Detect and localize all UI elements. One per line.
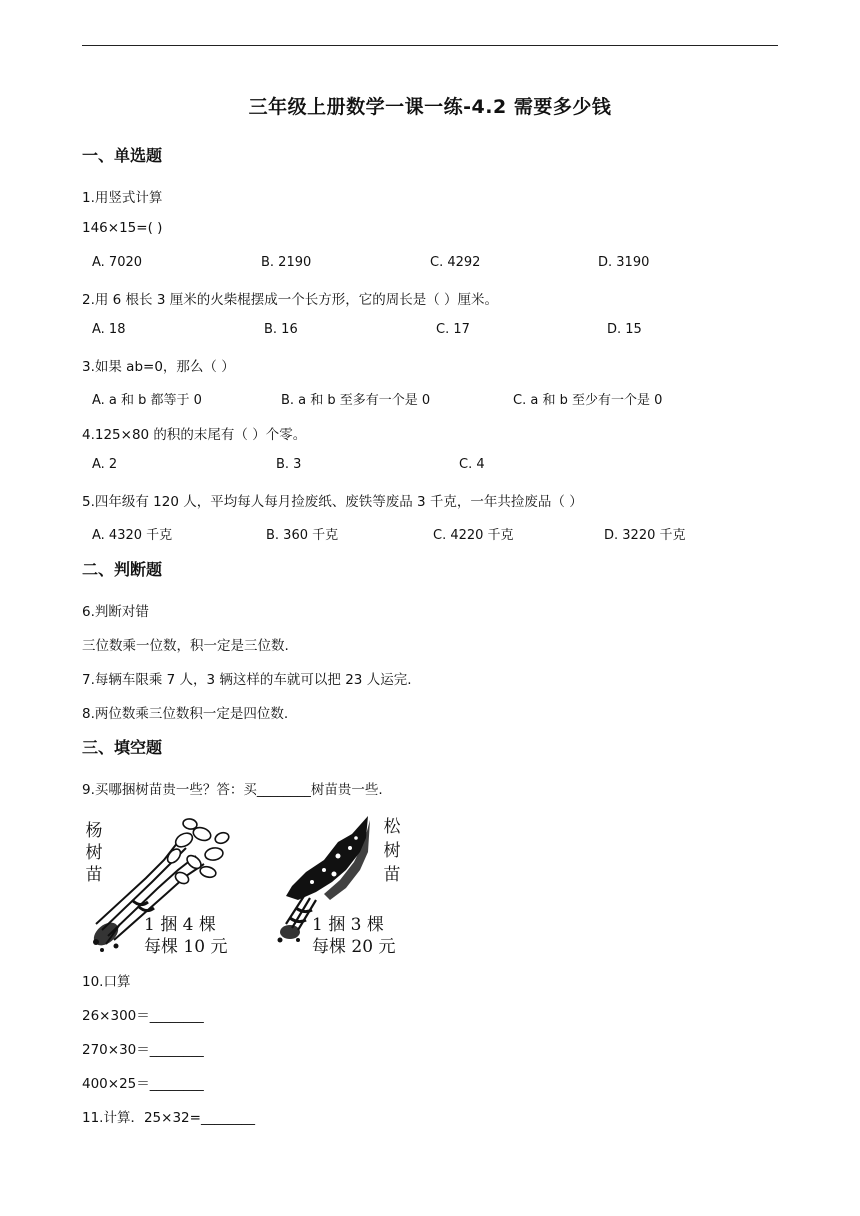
question-2-option-a[interactable]: A. 18 (92, 322, 126, 337)
question-10-item-2: 270×30＝________ (82, 1042, 204, 1058)
poplar-bundle-count: 1 捆 4 棵 (144, 915, 216, 935)
poplar-label-char-1: 杨 (85, 821, 103, 841)
question-8-stem: 8.两位数乘三位数积一定是四位数. (82, 706, 289, 722)
question-2-options (92, 322, 752, 342)
pine-label-char-3: 苗 (383, 865, 401, 885)
question-1-stem: 1.用竖式计算 (82, 190, 163, 206)
pine-sapling-illustration (268, 812, 408, 960)
question-4-option-a[interactable]: A. 2 (92, 457, 118, 472)
page-title: 三年级上册数学一课一练-4.2 需要多少钱 (248, 96, 612, 118)
poplar-label-char-2: 树 (85, 843, 103, 863)
question-1-option-c[interactable]: C. 4292 (430, 255, 481, 270)
question-3-options (92, 389, 752, 409)
question-6-statement: 三位数乘一位数，积一定是三位数. (82, 638, 289, 654)
section-heading-fill-blank: 三、填空题 (82, 738, 163, 757)
question-4-option-c[interactable]: C. 4 (459, 457, 485, 472)
question-5-option-a[interactable]: A. 4320 千克 (92, 528, 173, 543)
question-11-stem: 11.计算．25×32=________ (82, 1110, 255, 1126)
question-6-stem: 6.判断对错 (82, 604, 149, 620)
question-1-expression: 146×15=( ) (82, 220, 163, 236)
question-5-option-d[interactable]: D. 3220 千克 (604, 528, 686, 543)
pine-label-char-1: 松 (383, 817, 401, 837)
section-heading-true-false: 二、判断题 (82, 560, 163, 579)
question-7-stem: 7.每辆车限乘 7 人，3 辆这样的车就可以把 23 人运完. (82, 672, 412, 688)
question-10-stem: 10.口算 (82, 974, 131, 990)
pine-bundle-count: 1 捆 3 棵 (312, 915, 384, 935)
question-3-option-b[interactable]: B. a 和 b 至多有一个是 0 (281, 393, 431, 408)
pine-label-char-2: 树 (383, 841, 401, 861)
question-2-option-d[interactable]: D. 15 (607, 322, 642, 337)
question-10-item-3: 400×25＝________ (82, 1076, 204, 1092)
section-heading-single-choice: 一、单选题 (82, 146, 163, 165)
question-2-option-b[interactable]: B. 16 (264, 322, 298, 337)
question-5-options (92, 524, 752, 544)
question-10-item-1: 26×300＝________ (82, 1008, 204, 1024)
question-5-option-b[interactable]: B. 360 千克 (266, 528, 339, 543)
question-4-option-b[interactable]: B. 3 (276, 457, 302, 472)
question-3-option-a[interactable]: A. a 和 b 都等于 0 (92, 393, 202, 408)
question-9-stem: 9.买哪捆树苗贵一些？答：买________树苗贵一些. (82, 782, 383, 798)
question-4-stem: 4.125×80 的积的末尾有（ ）个零。 (82, 427, 307, 443)
poplar-sapling-illustration (82, 812, 242, 960)
question-1-option-b[interactable]: B. 2190 (261, 255, 312, 270)
poplar-label-char-3: 苗 (85, 865, 103, 885)
question-2-option-c[interactable]: C. 17 (436, 322, 470, 337)
header-rule (82, 45, 778, 46)
question-2-stem: 2.用 6 根长 3 厘米的火柴棍摆成一个长方形，它的周长是（ ）厘米。 (82, 292, 499, 308)
pine-unit-price: 每棵 20 元 (312, 937, 396, 957)
question-4-options (92, 457, 752, 477)
question-3-stem: 3.如果 ab=0，那么（ ） (82, 359, 235, 375)
question-1-option-a[interactable]: A. 7020 (92, 255, 143, 270)
question-3-option-c[interactable]: C. a 和 b 至少有一个是 0 (513, 393, 663, 408)
question-5-stem: 5.四年级有 120 人，平均每人每月捡废纸、废铁等废品 3 千克，一年共捡废品（ ） (82, 494, 583, 510)
question-1-options (92, 255, 752, 275)
question-1-option-d[interactable]: D. 3190 (598, 255, 650, 270)
question-5-option-c[interactable]: C. 4220 千克 (433, 528, 514, 543)
poplar-unit-price: 每棵 10 元 (144, 937, 228, 957)
